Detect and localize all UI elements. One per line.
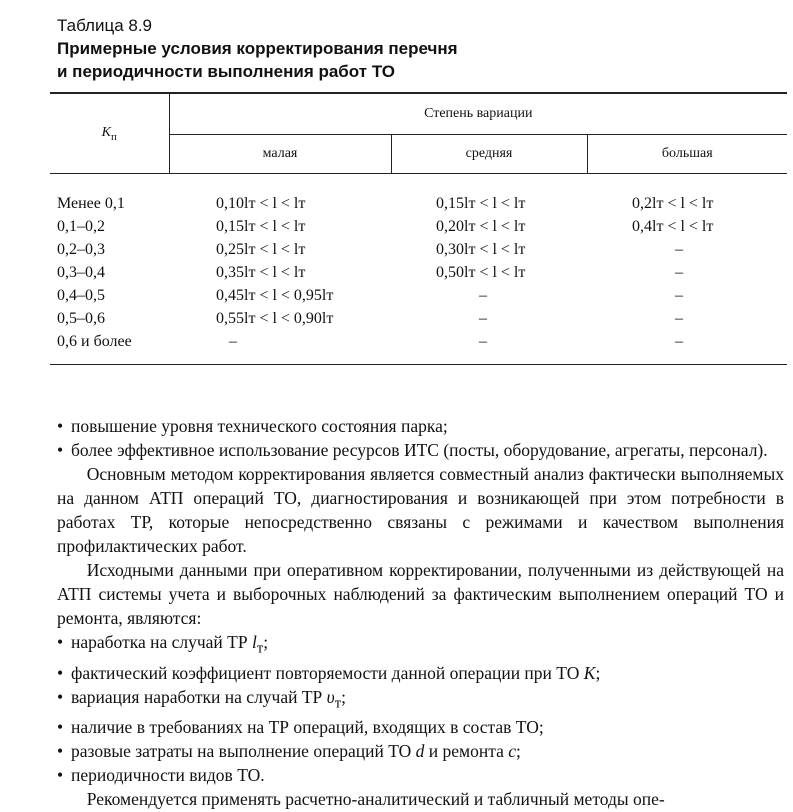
high-variation-cell: 0,2lт < l < lт <box>632 194 714 212</box>
table-body <box>50 174 787 365</box>
bullet-list-1 <box>57 414 784 462</box>
table-row <box>50 330 787 365</box>
low-variation-cell: 0,35lт < l < lт <box>216 263 306 281</box>
table-caption <box>57 14 757 83</box>
medium-variation-cell: 0,20lт < l < lт <box>436 217 526 235</box>
variation-group-header: Степень вариации <box>169 93 787 135</box>
bullet-list-2 <box>57 630 784 787</box>
medium-variation-cell: 0,15lт < l < lт <box>436 194 526 212</box>
low-variation-cell: 0,45lт < l < 0,95lт <box>216 286 334 304</box>
list-item: • повышение уровня технического состояния парка; <box>57 414 784 438</box>
low-variation-cell: – <box>169 330 391 365</box>
high-variation-cell: – <box>675 286 683 304</box>
low-variation-cell: 0,25lт < l < lт <box>216 240 306 258</box>
high-variation-cell: – <box>587 330 787 365</box>
list-item: • периодичности видов ТО. <box>57 763 784 787</box>
medium-variation-cell: – <box>391 330 587 365</box>
range-cell: 0,2–0,3 <box>57 240 105 258</box>
range-cell: Менее 0,1 <box>57 194 125 212</box>
body-text <box>57 414 784 811</box>
high-variation-cell: – <box>675 263 683 281</box>
medium-variation-cell: – <box>479 309 487 327</box>
list-item: • более эффективное использование ресурсов ИТС (посты, оборудование, агрегаты, персонал). <box>57 438 784 462</box>
table-row <box>50 307 787 330</box>
correction-conditions-table <box>50 92 787 365</box>
table-row <box>50 238 787 261</box>
range-cell: 0,6 и более <box>50 330 169 365</box>
range-cell: 0,1–0,2 <box>57 217 105 235</box>
medium-variation-cell: – <box>479 286 487 304</box>
table-title-line-2: и периодичности выполнения работ ТО <box>57 62 395 81</box>
range-cell: 0,4–0,5 <box>57 286 105 304</box>
list-item: • вариация наработки на случай ТР $\upsilon_т$; <box>57 685 784 716</box>
paragraph: Основным методом корректирования является совместный анализ фактически выполняемых на данном АТП операций ТО, диагностирования и возникающей при этом потребности в работах ТР, которые непосредственно связаны с режимами и качеством выполнения профилактических работ. <box>57 464 784 556</box>
list-item: • наличие в требованиях на ТР операций, входящих в состав ТО; <box>57 715 784 739</box>
table-row <box>50 215 787 238</box>
range-cell: 0,5–0,6 <box>57 309 105 327</box>
high-variation-cell: 0,4lт < l < lт <box>632 217 714 235</box>
low-variation-cell: 0,10lт < l < lт <box>216 194 306 212</box>
list-item: • разовые затраты на выполнение операций ТО d и ремонта c; <box>57 739 784 763</box>
range-cell: 0,3–0,4 <box>57 263 105 281</box>
paragraph: Исходными данными при оперативном корректировании, полученными из действующей на АТП системы учета и выборочных наблюдений за фактическим выполнением операций ТО и ремонта, являются: <box>57 560 784 628</box>
table-row <box>50 174 787 216</box>
high-variation-cell: – <box>675 240 683 258</box>
list-item: • наработка на случай ТР $l_т$; <box>57 630 784 661</box>
col-header-medium: средняя <box>391 135 587 174</box>
table-row <box>50 261 787 284</box>
table-number: Таблица 8.9 <box>57 16 153 35</box>
medium-variation-cell: 0,50lт < l < lт <box>436 263 526 281</box>
low-variation-cell: 0,55lт < l < 0,90lт <box>216 309 334 327</box>
high-variation-cell: – <box>675 309 683 327</box>
table-row <box>50 284 787 307</box>
medium-variation-cell: 0,30lт < l < lт <box>436 240 526 258</box>
col-header-low: малая <box>169 135 391 174</box>
list-item: • фактический коэффициент повторяемости данной операции при ТО K; <box>57 661 784 685</box>
table-title-line-1: Примерные условия корректирования перечня <box>57 39 458 58</box>
k-header: $K_п$ <box>50 93 169 174</box>
low-variation-cell: 0,15lт < l < lт <box>216 217 306 235</box>
col-header-high: большая <box>587 135 787 174</box>
paragraph: Рекомендуется применять расчетно-аналитический и табличный методы опе- <box>86 789 665 809</box>
